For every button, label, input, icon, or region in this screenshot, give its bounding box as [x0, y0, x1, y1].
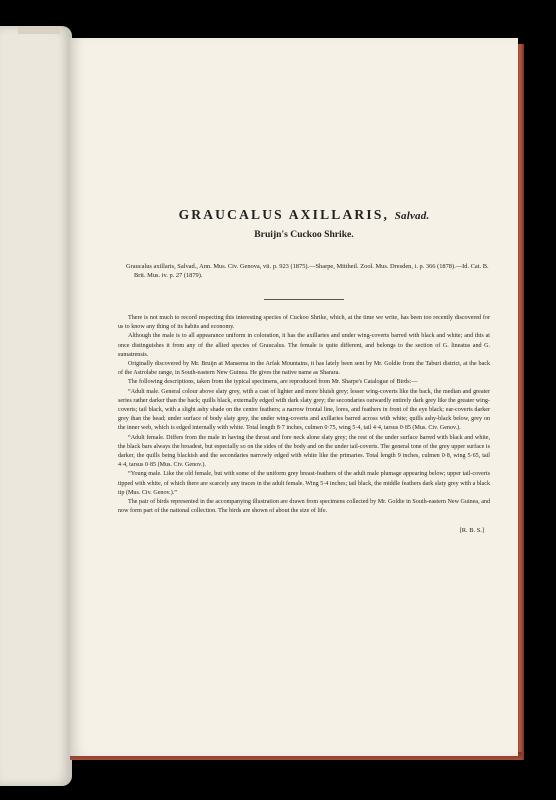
synonymy: Graucalus axillaris, Salvad., Ann. Mus. Civ. Genova, vii. p. 923 (1875).—Sharpe, Mittheil. Zool. Mus. Dresden, i. p. 366 (1878).—Id. Cat. B. Brit. Mus. iv. p. 27 (1879). — [126, 262, 489, 280]
species-author: Salvad. — [394, 210, 430, 222]
page-tab — [18, 26, 60, 34]
paragraph: Although the male is to all appearance uniform in coloration, it has the axillaries and under wing-coverts barred with black and white; and this at once distinguishes it from any of the allied species of Graucalus. The female is quite different, and belongs to the section of G. lineatus and G. sumatrensis. — [118, 333, 490, 358]
author-signature: [R. B. S.] — [459, 526, 484, 534]
paragraph: “Adult male. General colour above slaty grey, with a cast of lighter and more bluish grey; lesser wing-coverts like the back, the median and greater series rather darker than the back; quills black, externally edged with dark slaty grey; the secondaries outwardly entirely dark grey like the greater wing-coverts; tail black, with a slight ashy shade on the centre feathers; a narrow frontal line, lores, and feathers in front of the eye black; ear-coverts darker grey than the head; under surface of body slaty grey, the under wing-coverts and axillaries barred across with white; quills ashy-black below, grey on the inner web, which is edged internally with white. Total length 8·7 inches, culmen 0·75, wing 5·4, tail 4·4, tarsus 0·85 (Mus. Civ. Genov.). — [118, 388, 490, 432]
species-title — [118, 208, 490, 223]
paragraph: Originally discovered by Mr. Bruijn at Mansema in the Arfak Mountains, it has lately been sent by Mr. Goldie from the Taburi district, at the back of the Astrolabe range, in South-eastern New Guinea. He gives the native name as Sharara. — [118, 361, 490, 377]
species-name: GRAUCALUS AXILLARIS, — [178, 207, 390, 222]
body-text — [118, 314, 490, 516]
paragraph: “Adult female. Differs from the male in having the throat and fore neck alone slaty grey; the rest of the under surface barred with black and white, the black bars always the broadest, but especially so on the sides of the body and on the under tail-coverts. The general tone of the grey upper surface is darker, the quills being blackish and the secondaries narrowly edged with white like the primaries. Total length 9 inches, culmen 0·8, wing 5·65, tail 4·4, tarsus 0·85 (Mus. Civ. Genov.). — [118, 434, 490, 469]
common-name: Bruijn's Cuckoo Shrike. — [254, 228, 354, 240]
paragraph: The following descriptions, taken from the typical specimens, are reproduced from Mr. Sharpe's Catalogue of Birds:— — [128, 379, 418, 386]
divider-rule — [264, 299, 344, 300]
paragraph: There is not much to record respecting this interesting species of Cuckoo Shrike, which, at the time we write, has been too recently discovered for us to know any thing of its habits and economy. — [118, 315, 490, 331]
book-page — [70, 38, 518, 756]
paragraph: The pair of birds represented in the accompanying illustration are drawn from specimens collected by Mr. Goldie in South-eastern New Guinea, and now form part of the national collection. The birds are shown of about the size of life. — [118, 499, 490, 515]
page-content — [118, 208, 490, 534]
paragraph: “Young male. Like the old female, but with some of the uniform grey breast-feathers of the adult male plumage appearing below; upper tail-coverts tipped with white, of which there are scarcely any traces in the adult female. Wing 5·4 inches; tail black, the middle feathers dark slaty grey with a black tip (Mus. Civ. Genov.).” — [118, 471, 490, 496]
left-page — [0, 26, 72, 786]
